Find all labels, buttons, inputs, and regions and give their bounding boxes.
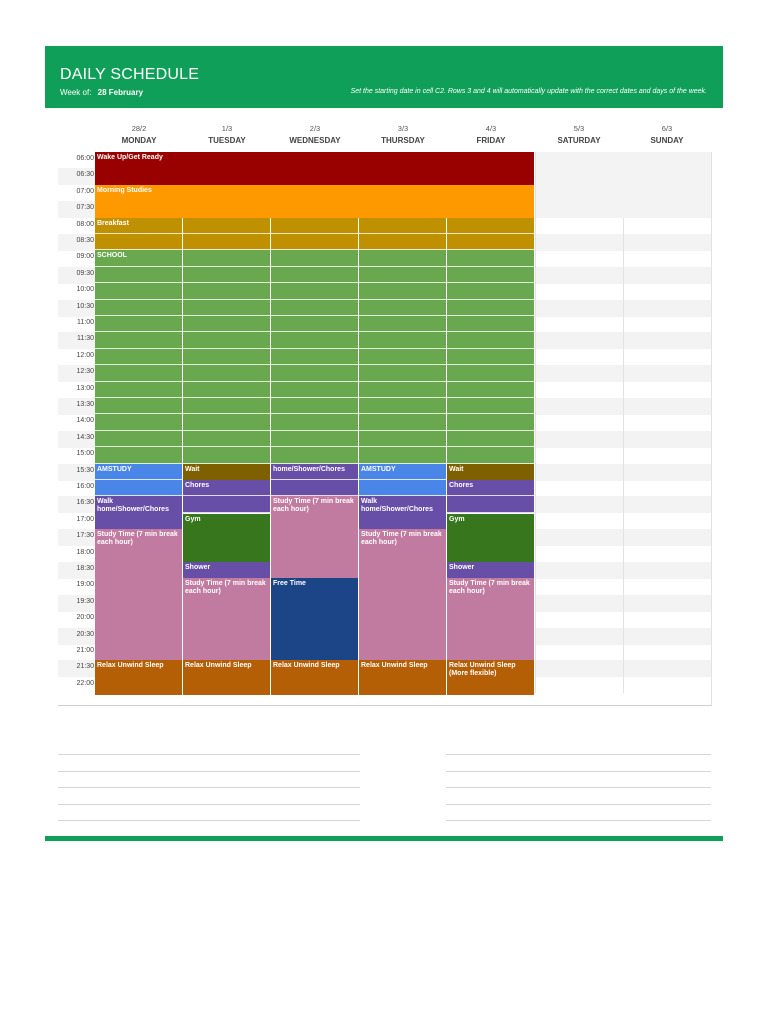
schedule-event[interactable]: Gym [447,514,535,530]
schedule-event[interactable] [271,218,359,234]
schedule-event[interactable] [359,414,447,430]
notes-line[interactable] [58,804,360,805]
day-name: WEDNESDAY [289,136,341,145]
schedule-event[interactable] [271,431,359,447]
schedule-event[interactable] [271,250,359,266]
schedule-event[interactable]: Relax Unwind Sleep [271,660,359,694]
footer-bar [45,836,723,841]
schedule-event[interactable] [95,267,183,283]
schedule-event[interactable] [95,365,183,381]
schedule-event[interactable] [359,382,447,398]
schedule-event[interactable] [447,365,535,381]
schedule-event[interactable] [183,531,271,564]
day-header-tuesday [183,124,271,145]
day-name: FRIDAY [476,136,506,145]
schedule-event[interactable] [447,447,535,463]
schedule-event[interactable] [359,283,447,299]
schedule-event[interactable] [95,349,183,365]
time-label: 14:30 [76,433,94,441]
schedule-event[interactable] [183,250,271,266]
time-label: 12:30 [76,368,94,376]
notes-line[interactable] [58,754,360,755]
schedule-event[interactable] [271,300,359,316]
schedule-event[interactable]: Study Time (7 min break each hour) [183,578,271,612]
schedule-event[interactable] [183,349,271,365]
schedule-event[interactable] [95,332,183,348]
day-date: 6/3 [661,124,673,133]
schedule-event[interactable] [183,283,271,299]
schedule-event[interactable] [183,234,271,250]
schedule-event[interactable] [183,218,271,234]
schedule-event[interactable]: Free Time [271,578,359,660]
schedule-event[interactable] [95,562,183,660]
notes-line[interactable] [58,771,360,772]
day-date: 28/2 [131,124,147,133]
schedule-event[interactable] [447,496,535,512]
schedule-event[interactable]: Study Time (7 min break each hour) [447,578,535,612]
schedule-event[interactable]: Wake Up/Get Ready [95,152,535,185]
day-name: MONDAY [121,136,157,145]
day-header-sunday [623,124,711,145]
schedule-event[interactable] [183,431,271,447]
day-date: 2/3 [309,124,321,133]
schedule-event[interactable] [95,414,183,430]
schedule-event[interactable] [359,480,447,496]
schedule-event[interactable] [183,382,271,398]
header-banner [45,46,723,108]
notes-line[interactable] [446,787,711,788]
time-label: 10:30 [76,302,94,310]
schedule-event[interactable] [271,414,359,430]
time-label: 18:00 [76,548,94,556]
time-label: 19:30 [76,597,94,605]
schedule-event[interactable]: Study Time (7 min break each hour) [271,496,359,530]
schedule-event[interactable] [183,398,271,414]
notes-line[interactable] [446,771,711,772]
schedule-event[interactable] [447,431,535,447]
time-label: 18:30 [76,565,94,572]
schedule-event[interactable] [359,218,447,234]
schedule-event[interactable] [271,382,359,398]
schedule-event[interactable] [359,365,447,381]
day-date: 5/3 [573,124,585,133]
day-header-monday [95,124,183,145]
schedule-event[interactable] [447,531,535,564]
schedule-event[interactable]: Relax Unwind Sleep (More flexible) [447,660,535,694]
week-value[interactable]: 28 February [97,88,144,97]
day-name: SUNDAY [650,136,684,145]
schedule-event[interactable] [447,332,535,348]
day-name: TUESDAY [208,136,246,145]
schedule-event[interactable]: Study Time (7 min break each hour) [359,529,447,562]
time-label: 09:30 [76,269,94,277]
time-label: 19:00 [76,581,94,589]
time-label: 14:00 [76,417,94,425]
schedule-event[interactable] [183,300,271,316]
time-label: 08:00 [76,220,94,228]
schedule-event[interactable] [183,496,271,512]
schedule-event[interactable] [271,365,359,381]
schedule-event[interactable] [95,283,183,299]
time-label: 07:00 [76,187,94,195]
schedule-event[interactable] [271,316,359,332]
time-label: 20:30 [76,630,94,638]
schedule-event[interactable]: Relax Unwind Sleep [359,660,447,694]
time-label: 16:30 [76,499,94,507]
time-label: 06:00 [76,155,94,162]
schedule-event[interactable] [183,267,271,283]
day-name: THURSDAY [381,136,425,145]
weekend-header-block [535,152,711,218]
schedule-event[interactable]: Gym [183,514,271,530]
schedule-event[interactable] [359,349,447,365]
day-name: SATURDAY [557,136,601,145]
schedule-event[interactable] [95,514,183,529]
schedule-event[interactable] [271,267,359,283]
schedule-event[interactable]: Study Time (7 min break each hour) [95,529,183,562]
time-label: 16:00 [76,483,94,490]
schedule-event[interactable] [95,431,183,447]
column-divider [623,218,624,694]
notes-line[interactable] [58,820,360,821]
schedule-event[interactable] [271,531,359,580]
schedule-event[interactable] [271,283,359,299]
schedule-event[interactable] [95,398,183,414]
time-label: 07:30 [76,204,94,212]
schedule-event[interactable]: Shower [447,562,535,578]
day-date: 4/3 [485,124,497,133]
schedule-event[interactable] [447,316,535,332]
time-label: 21:00 [76,647,94,654]
page-title: DAILY SCHEDULE [60,66,200,83]
schedule-event[interactable] [359,300,447,316]
day-header-friday [447,124,535,145]
time-label: 11:00 [77,319,94,326]
day-header-wednesday [271,124,359,145]
time-label: 15:00 [76,450,94,458]
schedule-event[interactable] [447,613,535,661]
time-label: 15:30 [76,466,94,474]
schedule-grid [58,152,712,706]
schedule-event[interactable]: Breakfast [95,218,183,234]
schedule-event[interactable] [359,316,447,332]
schedule-event[interactable] [447,234,535,250]
schedule-event[interactable] [183,447,271,463]
time-label: 12:00 [76,351,94,359]
schedule-event[interactable] [359,250,447,266]
time-label: 17:30 [76,532,94,540]
column-divider [535,152,536,693]
notes-line[interactable] [446,804,711,805]
schedule-event[interactable]: Wait [447,464,535,480]
day-date: 3/3 [397,124,409,133]
time-label: 06:30 [76,171,94,179]
schedule-event[interactable] [271,480,359,496]
instruction-note: Set the starting date in cell C2. Rows 3 and 4 will automatically update with the correct dates and days of the week. [350,88,707,95]
day-header-saturday [535,124,623,145]
schedule-event[interactable] [271,234,359,250]
schedule-event[interactable] [183,613,271,661]
schedule-event[interactable] [95,316,183,332]
schedule-event[interactable]: Morning Studies [95,185,535,218]
notes-line[interactable] [446,820,711,821]
schedule-event[interactable] [359,332,447,348]
notes-line[interactable] [446,754,711,755]
column-divider [711,218,712,694]
schedule-event[interactable] [183,316,271,332]
schedule-event[interactable] [359,234,447,250]
schedule-event[interactable] [359,267,447,283]
schedule-event[interactable] [447,414,535,430]
schedule-event[interactable] [447,398,535,414]
schedule-event[interactable] [271,332,359,348]
schedule-event[interactable] [447,267,535,283]
time-label: 17:00 [76,515,94,523]
schedule-event[interactable] [95,447,183,463]
notes-line[interactable] [58,787,360,788]
schedule-event[interactable] [95,382,183,398]
schedule-event[interactable] [447,300,535,316]
schedule-event[interactable] [183,365,271,381]
time-label: 09:00 [76,253,94,261]
time-label: 08:30 [76,237,94,244]
time-label: 13:30 [76,401,94,408]
day-header-row [0,124,768,152]
schedule-event[interactable]: AMSTUDY [95,464,183,480]
schedule-event[interactable] [95,480,183,496]
schedule-event[interactable] [359,398,447,414]
schedule-event[interactable]: home/Shower/Chores [271,464,359,480]
schedule-event[interactable] [447,218,535,234]
schedule-event[interactable]: AMSTUDY [359,464,447,480]
schedule-event[interactable] [359,431,447,447]
time-label: 20:00 [76,614,94,622]
time-label: 11:30 [77,335,94,343]
week-of [60,88,143,97]
day-header-thursday [359,124,447,145]
day-date: 1/3 [221,124,233,133]
schedule-event[interactable]: SCHOOL [95,250,183,266]
time-label: 13:00 [76,384,94,392]
schedule-event[interactable] [447,349,535,365]
schedule-event[interactable] [359,447,447,463]
schedule-event[interactable]: Relax Unwind Sleep [95,660,183,694]
schedule-event[interactable]: Walk home/Shower/Chores [95,496,183,514]
schedule-event[interactable] [447,250,535,266]
time-label: 22:00 [76,679,94,687]
schedule-event[interactable] [271,447,359,463]
schedule-event[interactable] [95,234,183,250]
schedule-event[interactable] [447,283,535,299]
schedule-event[interactable] [271,349,359,365]
schedule-event[interactable] [95,300,183,316]
schedule-event[interactable] [359,514,447,529]
time-label: 21:30 [76,663,94,671]
week-label: Week of: [60,88,92,97]
schedule-event[interactable] [447,382,535,398]
schedule-event[interactable] [359,562,447,660]
schedule-event[interactable] [271,398,359,414]
schedule-event[interactable]: Chores [447,480,535,496]
schedule-event[interactable]: Shower [183,562,271,578]
time-label: 10:00 [76,286,94,294]
schedule-event[interactable]: Walk home/Shower/Chores [359,496,447,514]
schedule-event[interactable]: Relax Unwind Sleep [183,660,271,694]
schedule-event[interactable] [183,332,271,348]
schedule-event[interactable]: Chores [183,480,271,496]
schedule-event[interactable]: Wait [183,464,271,480]
schedule-event[interactable] [183,414,271,430]
